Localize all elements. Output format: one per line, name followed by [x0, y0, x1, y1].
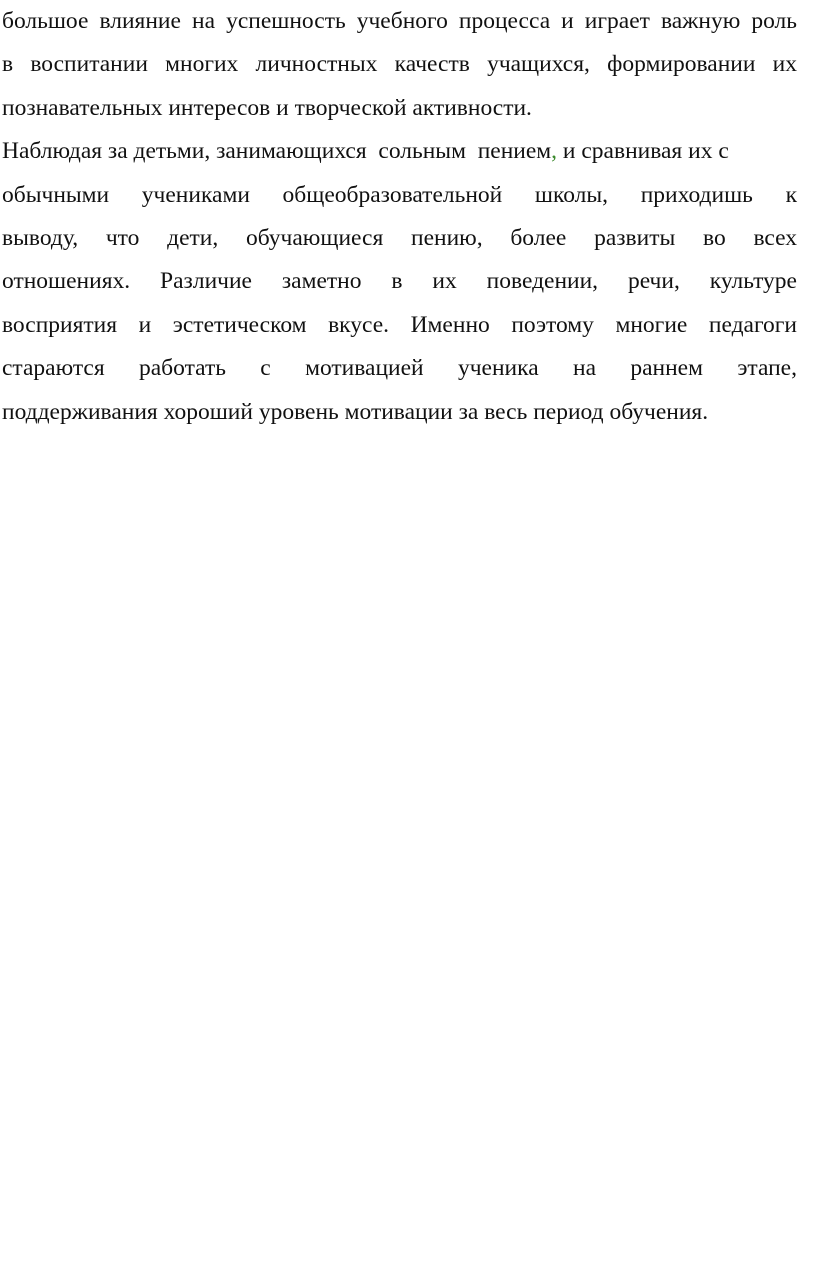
text-line: поддерживания хороший уровень мотивации за весь период обучения. — [2, 398, 709, 425]
highlighted-comma: , — [551, 138, 558, 165]
text-segment: и сравнивая их с — [557, 138, 729, 165]
text-line — [2, 130, 797, 173]
text-line: выводу, что дети, обучающиеся пению, более развиты во всех — [2, 224, 797, 251]
text-line: восприятия и эстетическом вкусе. Именно поэтому многие педагоги — [2, 311, 797, 338]
text-segment: Наблюдая за детьми, занимающихся сольным пением — [2, 138, 552, 165]
paragraph-1 — [2, 0, 797, 130]
text-line: познавательных интересов и творческой активности. — [2, 94, 532, 121]
text-line: обычными учениками общеобразовательной школы, приходишь к — [2, 181, 797, 208]
text-line: стараются работать с мотивацией ученика на раннем этапе, — [2, 355, 797, 382]
text-line: большое влияние на успешность учебного процесса и играет важную роль — [2, 8, 797, 34]
text-line: отношениях. Различие заметно в их поведении, речи, культуре — [2, 268, 797, 295]
text-line: в воспитании многих личностных качеств учащихся, формировании их — [2, 51, 797, 78]
paragraph-2 — [2, 130, 797, 434]
document-text — [2, 0, 797, 434]
